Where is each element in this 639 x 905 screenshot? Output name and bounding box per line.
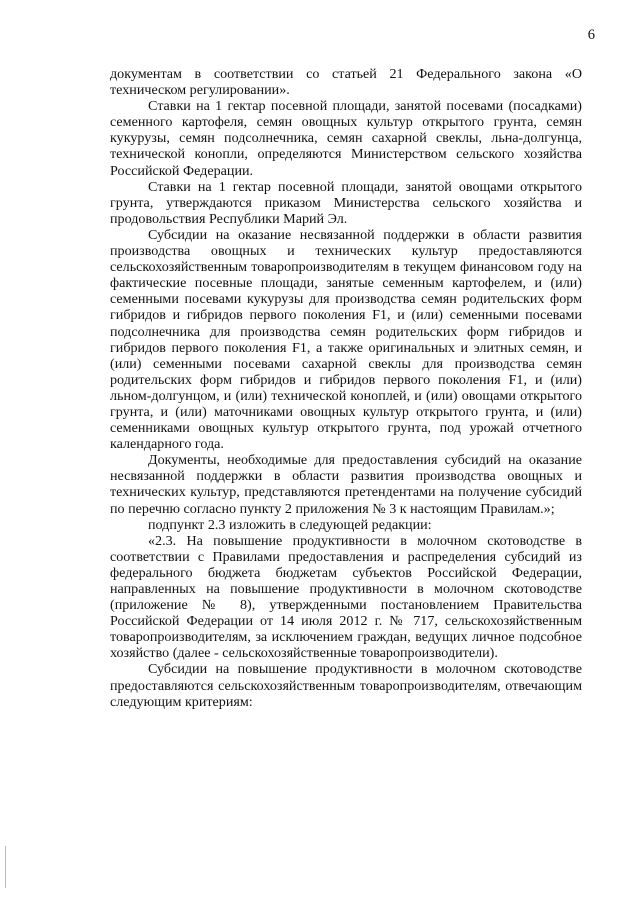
paragraph: Субсидии на оказание несвязанной поддержки в области развития производства овощных и технических культур предоставляются сельскохозяйственным товаропроизводителям в текущем финансовом году на фактические посевные площади, занятые семенным картофелем, и (или) семенными посевами кукурузы для производства семян родительских форм гибридов и гибридов первого поколения F1, и (или) семенными посевами подсолнечника для производства семян родительских форм гибридов и гибридов первого поколения F1, а также оригинальных и элитных семян, и (или) семенными посевами сахарной свеклы для производства семян родительских форм гибридов и гибридов первого поколения F1, и (или) льном-долгунцом, и (или) технической коноплей, и (или) овощами открытого грунта, и (или) маточниками овощных культур открытого грунта, и (или) семенниками овощных культур открытого грунта, под урожай отчетного календарного года. [110,226,582,453]
document-body [110,66,582,710]
paragraph: Ставки на 1 гектар посевной площади, занятой овощами открытого грунта, утверждаются приказом Министерства сельского хозяйства и продовольствия Республики Марий Эл. [110,178,582,227]
paragraph: подпункт 2.3 изложить в следующей редакции: [148,516,432,533]
scan-margin-mark [5,846,6,888]
paragraph: Документы, необходимые для предоставления субсидий на оказание несвязанной поддержки в области развития производства овощных и технических культур, представляются претендентами на получение субсидий по перечню согласно пункту 2 приложения № 3 к настоящим Правилам.»; [110,452,582,517]
paragraph: «2.3. На повышение продуктивности в молочном скотоводстве в соответствии с Правилами предоставления и распределения субсидий из федерального бюджета бюджетам субъектов Российской Федерации, направленных на повышение продуктивности в молочном скотоводстве (приложение № 8), утвержденными постановлением Правительства Российской Федерации от 14 июля 2012 г. № 717, сельскохозяйственным товаропроизводителям, за исключением граждан, ведущих личное подсобное хозяйство (далее - сельскохозяйственные товаропроизводители). [110,532,582,662]
paragraph: Субсидии на повышение продуктивности в молочном скотоводстве предоставляются сельскохозяйственным товаропроизводителям, отвечающим следующим критериям: [110,661,582,710]
paragraph: документам в соответствии со статьей 21 Федерального закона «О техническом регулировании». [110,66,582,99]
page-number: 6 [587,27,595,43]
paragraph: Ставки на 1 гектар посевной площади, занятой посевами (посадками) семенного картофеля, семян овощных культур открытого грунта, семян кукурузы, семян подсолнечника, семян сахарной свеклы, льна-долгунца, технической конопли, определяются Министерством сельского хозяйства Российской Федерации. [110,98,582,179]
